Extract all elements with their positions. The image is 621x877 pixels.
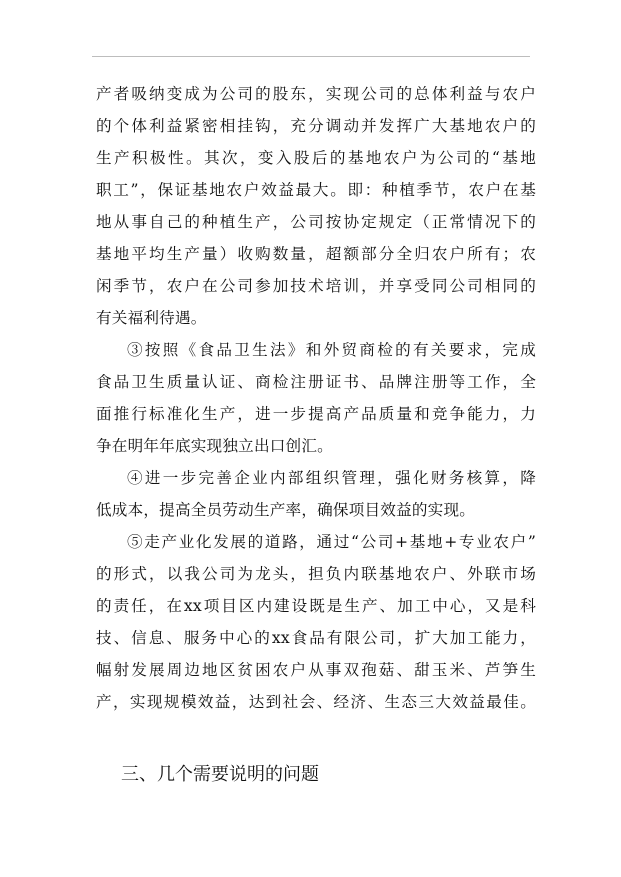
text-line: 职工”，保证基地农户效益最大。即：种植季节，农户在基 [96,181,536,199]
text-line: ⑤走产业化发展的道路，通过“公司+基地+专业农户” [127,533,536,551]
text-line: 闲季节，农户在公司参加技术培训，并享受同公司相同的 [96,277,536,295]
text-line: 产者吸纳变成为公司的股东，实现公司的总体利益与农户 [96,85,536,103]
text-line: 的形式，以我公司为龙头，担负内联基地农户、外联市场 [96,565,536,583]
text-line: 低成本，提高全员劳动生产率，确保项目效益的实现。 [96,501,476,519]
text-line: 基地平均生产量）收购数量，超额部分全归农户所有；农 [96,245,536,263]
text-line: ③按照《食品卫生法》和外贸商检的有关要求，完成 [127,341,536,359]
text-line: 地从事自己的种植生产，公司按协定规定（正常情况下的 [96,213,536,231]
text-line: 幅射发展周边地区贫困农户从事双孢菇、甜玉米、芦笋生 [96,661,536,679]
header-rule [92,56,530,57]
text-line: 食品卫生质量认证、商检注册证书、品牌注册等工作，全 [96,373,536,391]
text-line: ④进一步完善企业内部组织管理，强化财务核算，降 [127,469,536,487]
text-line: 面推行标准化生产，进一步提高产品质量和竞争能力，力 [96,405,536,423]
text-line: 的责任，在xx项目区内建设既是生产、加工中心，又是科 [96,597,536,615]
text-line: 生产积极性。其次，变入股后的基地农户为公司的“基地 [96,149,536,167]
text-line: 有关福利待遇。 [96,309,207,327]
text-line: 的个体利益紧密相挂钩，充分调动并发挥广大基地农户的 [96,117,536,135]
body-text [96,78,536,718]
text-line: 技、信息、服务中心的xx食品有限公司，扩大加工能力， [96,629,536,647]
section-heading: 三、几个需要说明的问题 [121,764,319,785]
text-line: 产，实现规模效益，达到社会、经济、生态三大效益最佳。 [96,693,536,711]
text-line: 争在明年年底实现独立出口创汇。 [96,437,333,455]
